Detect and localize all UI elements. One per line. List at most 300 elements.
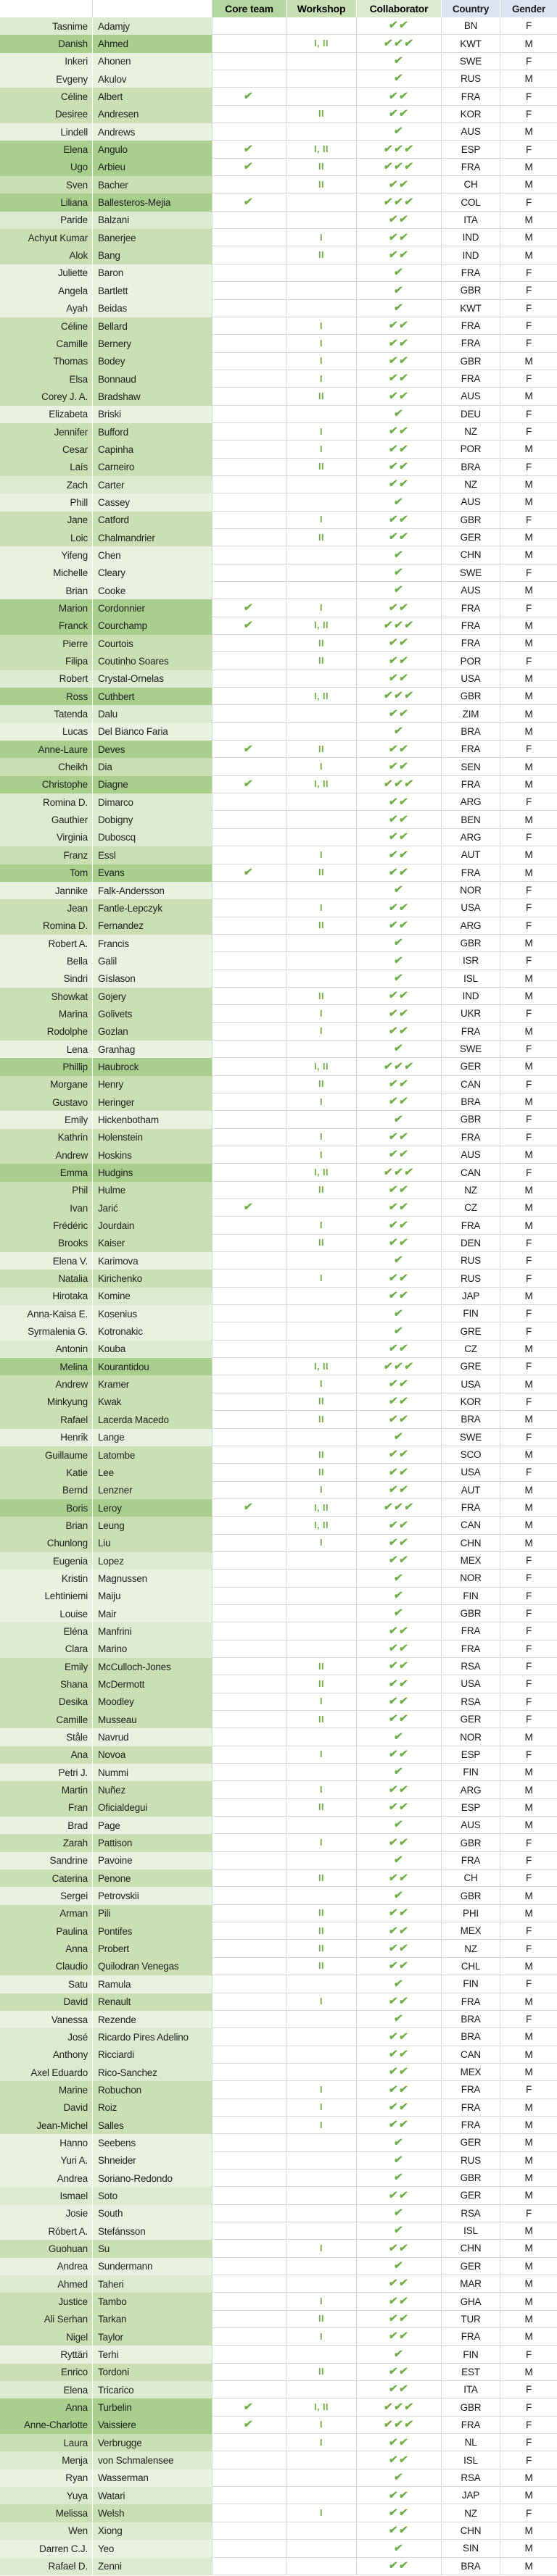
collaborator-cell: [357, 2205, 442, 2222]
collaborator-cell: [357, 2240, 442, 2257]
last-name: Tricarico: [93, 2381, 213, 2398]
last-name: Leung: [93, 1517, 213, 1534]
last-name: Holenstein: [93, 1129, 213, 1146]
last-name: Andrews: [93, 123, 213, 141]
workshop-participation: I, II: [314, 1167, 329, 1178]
last-name: Dalu: [93, 705, 213, 722]
first-name: Ståle: [0, 1728, 93, 1746]
table-row: [0, 2398, 557, 2416]
gender-value: F: [500, 1641, 557, 1658]
header-core-team: Core team: [213, 0, 286, 17]
collaborator-cell: [357, 282, 442, 299]
gender-value: F: [500, 2011, 557, 2028]
country-code: FRA: [442, 370, 500, 388]
workshop-participation: I: [320, 338, 323, 349]
core-team-check-icon: ✔: [243, 143, 255, 155]
core-team-cell: [213, 159, 286, 176]
workshop-cell: [286, 53, 357, 70]
country-code: AUT: [442, 1482, 500, 1499]
gender-value: M: [500, 2522, 557, 2540]
table-row: [0, 2222, 557, 2240]
gender-value: F: [500, 2205, 557, 2222]
workshop-participation: II: [318, 2314, 324, 2325]
last-name: Probert: [93, 1940, 213, 1957]
country-code: GER: [442, 1711, 500, 1728]
country-code: BRA: [442, 459, 500, 476]
table-row: [0, 2328, 557, 2346]
core-team-cell: [213, 1922, 286, 1940]
table-row: [0, 2364, 557, 2381]
last-name: von Schmalensee: [93, 2451, 213, 2469]
core-team-cell: [213, 1905, 286, 1922]
gender-value: F: [500, 1852, 557, 1870]
collaborator-check-icons: ✔✔✔: [382, 37, 416, 49]
country-code: USA: [442, 670, 500, 688]
core-team-cell: [213, 2469, 286, 2487]
gender-value: F: [500, 1605, 557, 1622]
workshop-cell: [286, 2558, 357, 2575]
country-code: FRA: [442, 2099, 500, 2117]
workshop-cell: [286, 1535, 357, 1552]
last-name: Kwak: [93, 1393, 213, 1411]
workshop-cell: [286, 141, 357, 158]
first-name: Anna: [0, 2398, 93, 2416]
country-code: GBR: [442, 935, 500, 952]
country-code: ARG: [442, 1781, 500, 1798]
last-name: Pavoine: [93, 1852, 213, 1870]
country-code: RUS: [442, 1252, 500, 1270]
collaborator-check-icons: ✔✔: [387, 1290, 410, 1302]
country-code: NL: [442, 2434, 500, 2451]
workshop-cell: [286, 123, 357, 141]
table-row: [0, 176, 557, 193]
workshop-participation: I, II: [314, 38, 329, 49]
country-code: EST: [442, 2364, 500, 2381]
gender-value: F: [500, 599, 557, 617]
country-code: ESP: [442, 141, 500, 158]
core-team-cell: [213, 1217, 286, 1234]
last-name: Courtois: [93, 635, 213, 652]
first-name: Robert: [0, 670, 93, 688]
country-code: AUS: [442, 493, 500, 511]
first-name: Ryan: [0, 2469, 93, 2487]
table-row: [0, 1129, 557, 1146]
workshop-cell: [286, 512, 357, 529]
last-name: Courchamp: [93, 617, 213, 635]
collaborator-cell: [357, 1552, 442, 1570]
first-name: Emily: [0, 1658, 93, 1675]
collaborator-cell: [357, 2469, 442, 2487]
workshop-participation: I: [320, 1749, 323, 1760]
core-team-cell: [213, 2240, 286, 2257]
collaborator-check-icons: ✔✔: [387, 1413, 410, 1425]
first-name: Yuya: [0, 2487, 93, 2504]
country-code: RUS: [442, 70, 500, 88]
core-team-cell: [213, 1781, 286, 1798]
collaborator-check-icons: ✔✔: [387, 354, 410, 367]
core-team-cell: [213, 2293, 286, 2310]
collaborator-cell: [357, 1622, 442, 1640]
table-row: [0, 1270, 557, 1287]
header-gender: Gender: [500, 0, 557, 17]
last-name: Hudgins: [93, 1164, 213, 1181]
gender-value: M: [500, 864, 557, 882]
first-name: Gauthier: [0, 811, 93, 828]
workshop-cell: [286, 1764, 357, 1781]
first-name: Tatenda: [0, 705, 93, 722]
country-code: FRA: [442, 617, 500, 635]
collaborator-cell: [357, 370, 442, 388]
first-name: Hanno: [0, 2134, 93, 2151]
table-row: [0, 2064, 557, 2081]
workshop-cell: [286, 1322, 357, 1340]
last-name: Bradshaw: [93, 388, 213, 405]
workshop-participation: I: [320, 2101, 323, 2113]
country-code: CHN: [442, 1535, 500, 1552]
gender-value: M: [500, 1446, 557, 1464]
first-name: Loic: [0, 529, 93, 546]
workshop-cell: [286, 970, 357, 988]
collaborator-check-icons: ✔✔: [387, 2525, 410, 2537]
gender-value: F: [500, 741, 557, 758]
collaborator-check-icons: ✔✔✔: [382, 1360, 416, 1372]
workshop-cell: [286, 2134, 357, 2151]
core-team-cell: [213, 212, 286, 229]
collaborator-cell: [357, 1446, 442, 1464]
workshop-cell: [286, 670, 357, 688]
last-name: Del Bianco Faria: [93, 723, 213, 741]
last-name: Ramula: [93, 1975, 213, 1993]
collaborator-check-icons: ✔: [392, 1590, 405, 1602]
collaborator-cell: [357, 1217, 442, 1234]
last-name: Dobigny: [93, 811, 213, 828]
core-team-cell: [213, 1288, 286, 1305]
gender-value: F: [500, 282, 557, 299]
workshop-cell: [286, 2434, 357, 2451]
core-team-cell: [213, 1799, 286, 1817]
last-name: Albert: [93, 88, 213, 105]
collaborator-cell: [357, 1393, 442, 1411]
first-name: Paulina: [0, 1922, 93, 1940]
gender-value: F: [500, 882, 557, 899]
country-code: ISL: [442, 970, 500, 988]
collaborator-check-icons: ✔: [392, 1607, 405, 1620]
workshop-cell: [286, 1129, 357, 1146]
last-name: Gojery: [93, 988, 213, 1005]
gender-value: M: [500, 2293, 557, 2310]
core-team-cell: [213, 2222, 286, 2240]
workshop-cell: [286, 1252, 357, 1270]
first-name: Menja: [0, 2451, 93, 2469]
collaborator-check-icons: ✔✔: [387, 90, 410, 102]
country-code: MAR: [442, 2275, 500, 2293]
last-name: Bodey: [93, 353, 213, 370]
collaborator-cell: [357, 2293, 442, 2310]
first-name: Eléna: [0, 1622, 93, 1640]
table-row: [0, 1570, 557, 1587]
table-row: [0, 2134, 557, 2151]
collaborator-check-icons: ✔✔: [387, 2489, 410, 2501]
workshop-cell: [286, 811, 357, 828]
workshop-cell: [286, 1041, 357, 1058]
collaborator-cell: [357, 2187, 442, 2204]
table-row: [0, 1535, 557, 1552]
workshop-cell: [286, 493, 357, 511]
workshop-cell: [286, 564, 357, 582]
workshop-cell: [286, 1164, 357, 1181]
workshop-cell: [286, 1005, 357, 1022]
workshop-cell: [286, 1375, 357, 1393]
first-name: Justice: [0, 2293, 93, 2310]
workshop-participation: I: [320, 2507, 323, 2519]
workshop-cell: [286, 1746, 357, 1764]
collaborator-check-icons: ✔: [392, 1889, 405, 1901]
collaborator-check-icons: ✔: [392, 2260, 405, 2272]
collaborator-check-icons: ✔: [392, 1043, 405, 1055]
core-team-cell: [213, 70, 286, 88]
last-name: Baron: [93, 264, 213, 282]
workshop-cell: [286, 1270, 357, 1287]
workshop-participation: I: [320, 1484, 323, 1496]
table-row: [0, 70, 557, 88]
last-name: Lange: [93, 1429, 213, 1446]
core-team-cell: [213, 1588, 286, 1605]
country-code: KOR: [442, 106, 500, 123]
collaborator-cell: [357, 2398, 442, 2416]
core-team-cell: [213, 2011, 286, 2028]
collaborator-cell: [357, 529, 442, 546]
collaborator-cell: [357, 1341, 442, 1358]
workshop-cell: [286, 617, 357, 635]
workshop-participation: I: [320, 320, 323, 331]
first-name: David: [0, 2099, 93, 2117]
country-code: AUS: [442, 1146, 500, 1164]
last-name: Pili: [93, 1905, 213, 1922]
collaborator-check-icons: ✔: [392, 2207, 405, 2219]
table-row: [0, 635, 557, 652]
last-name: Nummi: [93, 1764, 213, 1781]
core-team-cell: [213, 1358, 286, 1375]
first-name: Robert A.: [0, 935, 93, 952]
first-name: David: [0, 1993, 93, 2011]
last-name: Duboscq: [93, 829, 213, 846]
collaborator-cell: [357, 1182, 442, 1199]
table-row: [0, 2117, 557, 2134]
collaborator-check-icons: ✔✔: [387, 2295, 410, 2307]
first-name: Arman: [0, 1905, 93, 1922]
collaborator-cell: [357, 1711, 442, 1728]
first-name: Lindell: [0, 123, 93, 141]
core-team-cell: [213, 899, 286, 917]
core-team-cell: [213, 2099, 286, 2117]
collaborator-cell: [357, 2046, 442, 2064]
workshop-participation: II: [318, 991, 324, 1001]
gender-value: M: [500, 123, 557, 141]
last-name: Navrud: [93, 1728, 213, 1746]
first-name: Tasnime: [0, 17, 93, 35]
first-name: Natalia: [0, 1270, 93, 1287]
gender-value: F: [500, 2381, 557, 2398]
last-name: Renault: [93, 1993, 213, 2011]
core-team-cell: [213, 793, 286, 811]
first-name: Ayah: [0, 300, 93, 317]
collaborator-check-icons: ✔: [392, 954, 405, 967]
country-code: ITA: [442, 2381, 500, 2398]
table-row: [0, 1375, 557, 1393]
workshop-cell: [286, 423, 357, 441]
workshop-participation: II: [318, 1908, 324, 1919]
last-name: Rezende: [93, 2011, 213, 2028]
collaborator-cell: [357, 88, 442, 105]
collaborator-cell: [357, 1728, 442, 1746]
last-name: Ricardo Pires Adelino: [93, 2028, 213, 2046]
collaborator-cell: [357, 2522, 442, 2540]
gender-value: M: [500, 1993, 557, 2011]
table-row: [0, 512, 557, 529]
collaborator-cell: [357, 476, 442, 493]
first-name: Elsa: [0, 370, 93, 388]
last-name: Gozlan: [93, 1023, 213, 1041]
gender-value: M: [500, 811, 557, 828]
gender-value: F: [500, 317, 557, 335]
table-row: [0, 193, 557, 211]
collaborator-check-icons: ✔✔: [387, 2506, 410, 2519]
collaborator-cell: [357, 1675, 442, 1693]
table-row: [0, 1993, 557, 2011]
table-row: [0, 1641, 557, 1658]
collaborator-cell: [357, 2346, 442, 2363]
workshop-cell: [286, 1076, 357, 1093]
core-team-cell: [213, 688, 286, 705]
gender-value: F: [500, 264, 557, 282]
gender-value: F: [500, 1711, 557, 1728]
first-name: Brian: [0, 1517, 93, 1534]
workshop-cell: [286, 846, 357, 864]
table-row: [0, 1041, 557, 1058]
collaborator-cell: [357, 1799, 442, 1817]
workshop-cell: [286, 723, 357, 741]
collaborator-cell: [357, 335, 442, 352]
last-name: Terhi: [93, 2346, 213, 2363]
last-name: Briski: [93, 406, 213, 423]
first-name: Emily: [0, 1111, 93, 1128]
country-code: BRA: [442, 723, 500, 741]
core-team-cell: [213, 564, 286, 582]
last-name: Latombe: [93, 1446, 213, 1464]
gender-value: M: [500, 617, 557, 635]
last-name: Pontifes: [93, 1922, 213, 1940]
collaborator-check-icons: ✔✔: [387, 1942, 410, 1954]
workshop-participation: II: [318, 867, 324, 878]
first-name: Ivan: [0, 1199, 93, 1217]
core-team-cell: [213, 1622, 286, 1640]
table-row: [0, 970, 557, 988]
country-code: GBR: [442, 1834, 500, 1851]
core-team-cell: [213, 917, 286, 935]
core-team-cell: [213, 2451, 286, 2469]
workshop-cell: [286, 193, 357, 211]
core-team-cell: [213, 2028, 286, 2046]
workshop-participation: II: [318, 1925, 324, 1937]
country-code: USA: [442, 1375, 500, 1393]
first-name: Ryttäri: [0, 2346, 93, 2363]
first-name: Thomas: [0, 353, 93, 370]
first-name: Elena: [0, 141, 93, 158]
country-code: NZ: [442, 423, 500, 441]
last-name: Kirichenko: [93, 1270, 213, 1287]
gender-value: F: [500, 793, 557, 811]
core-team-check-icon: ✔: [243, 90, 255, 102]
collaborator-check-icons: ✔✔: [387, 214, 410, 226]
workshop-participation: II: [318, 109, 324, 120]
collaborator-cell: [357, 1005, 442, 1022]
workshop-cell: [286, 1641, 357, 1658]
table-row: [0, 741, 557, 758]
table-row: [0, 2558, 557, 2575]
gender-value: M: [500, 2540, 557, 2557]
table-row: [0, 2099, 557, 2117]
collaborator-cell: [357, 141, 442, 158]
table-row: [0, 1905, 557, 1922]
gender-value: F: [500, 1834, 557, 1851]
workshop-participation: II: [318, 1467, 324, 1478]
workshop-cell: [286, 2117, 357, 2134]
workshop-participation: II: [318, 1449, 324, 1460]
country-code: BRA: [442, 1411, 500, 1428]
country-code: CAN: [442, 1076, 500, 1093]
core-team-cell: [213, 1199, 286, 1217]
country-code: POR: [442, 441, 500, 458]
table-row: [0, 1605, 557, 1622]
collaborator-cell: [357, 2451, 442, 2469]
core-team-cell: [213, 1641, 286, 1658]
collaborator-cell: [357, 1429, 442, 1446]
workshop-cell: [286, 1411, 357, 1428]
workshop-cell: [286, 2398, 357, 2416]
core-team-cell: [213, 17, 286, 35]
table-row: [0, 776, 557, 793]
gender-value: M: [500, 2064, 557, 2081]
first-name: Henrik: [0, 1429, 93, 1446]
country-code: BRA: [442, 2558, 500, 2575]
collaborator-check-icons: ✔✔: [387, 320, 410, 332]
first-name: Syrmalenia G.: [0, 1322, 93, 1340]
last-name: Penone: [93, 1870, 213, 1887]
workshop-participation: II: [318, 1714, 324, 1725]
workshop-cell: [286, 1288, 357, 1305]
country-code: SIN: [442, 2540, 500, 2557]
table-row: [0, 1076, 557, 1093]
collaborator-check-icons: ✔✔: [387, 1836, 410, 1848]
country-code: SCO: [442, 1446, 500, 1464]
gender-value: F: [500, 1129, 557, 1146]
collaborator-check-icons: ✔: [392, 1819, 405, 1831]
collaborator-cell: [357, 705, 442, 722]
core-team-cell: [213, 1675, 286, 1693]
core-team-cell: [213, 988, 286, 1005]
gender-value: F: [500, 1658, 557, 1675]
collaborator-check-icons: ✔✔: [387, 1995, 410, 2007]
workshop-participation: I, II: [314, 1502, 329, 1513]
core-team-cell: [213, 1182, 286, 1199]
gender-value: M: [500, 1817, 557, 1834]
first-name: Virginia: [0, 829, 93, 846]
collaborator-cell: [357, 582, 442, 599]
collaborator-check-icons: ✔✔: [387, 372, 410, 385]
table-row: [0, 123, 557, 141]
table-row: [0, 935, 557, 952]
gender-value: F: [500, 899, 557, 917]
